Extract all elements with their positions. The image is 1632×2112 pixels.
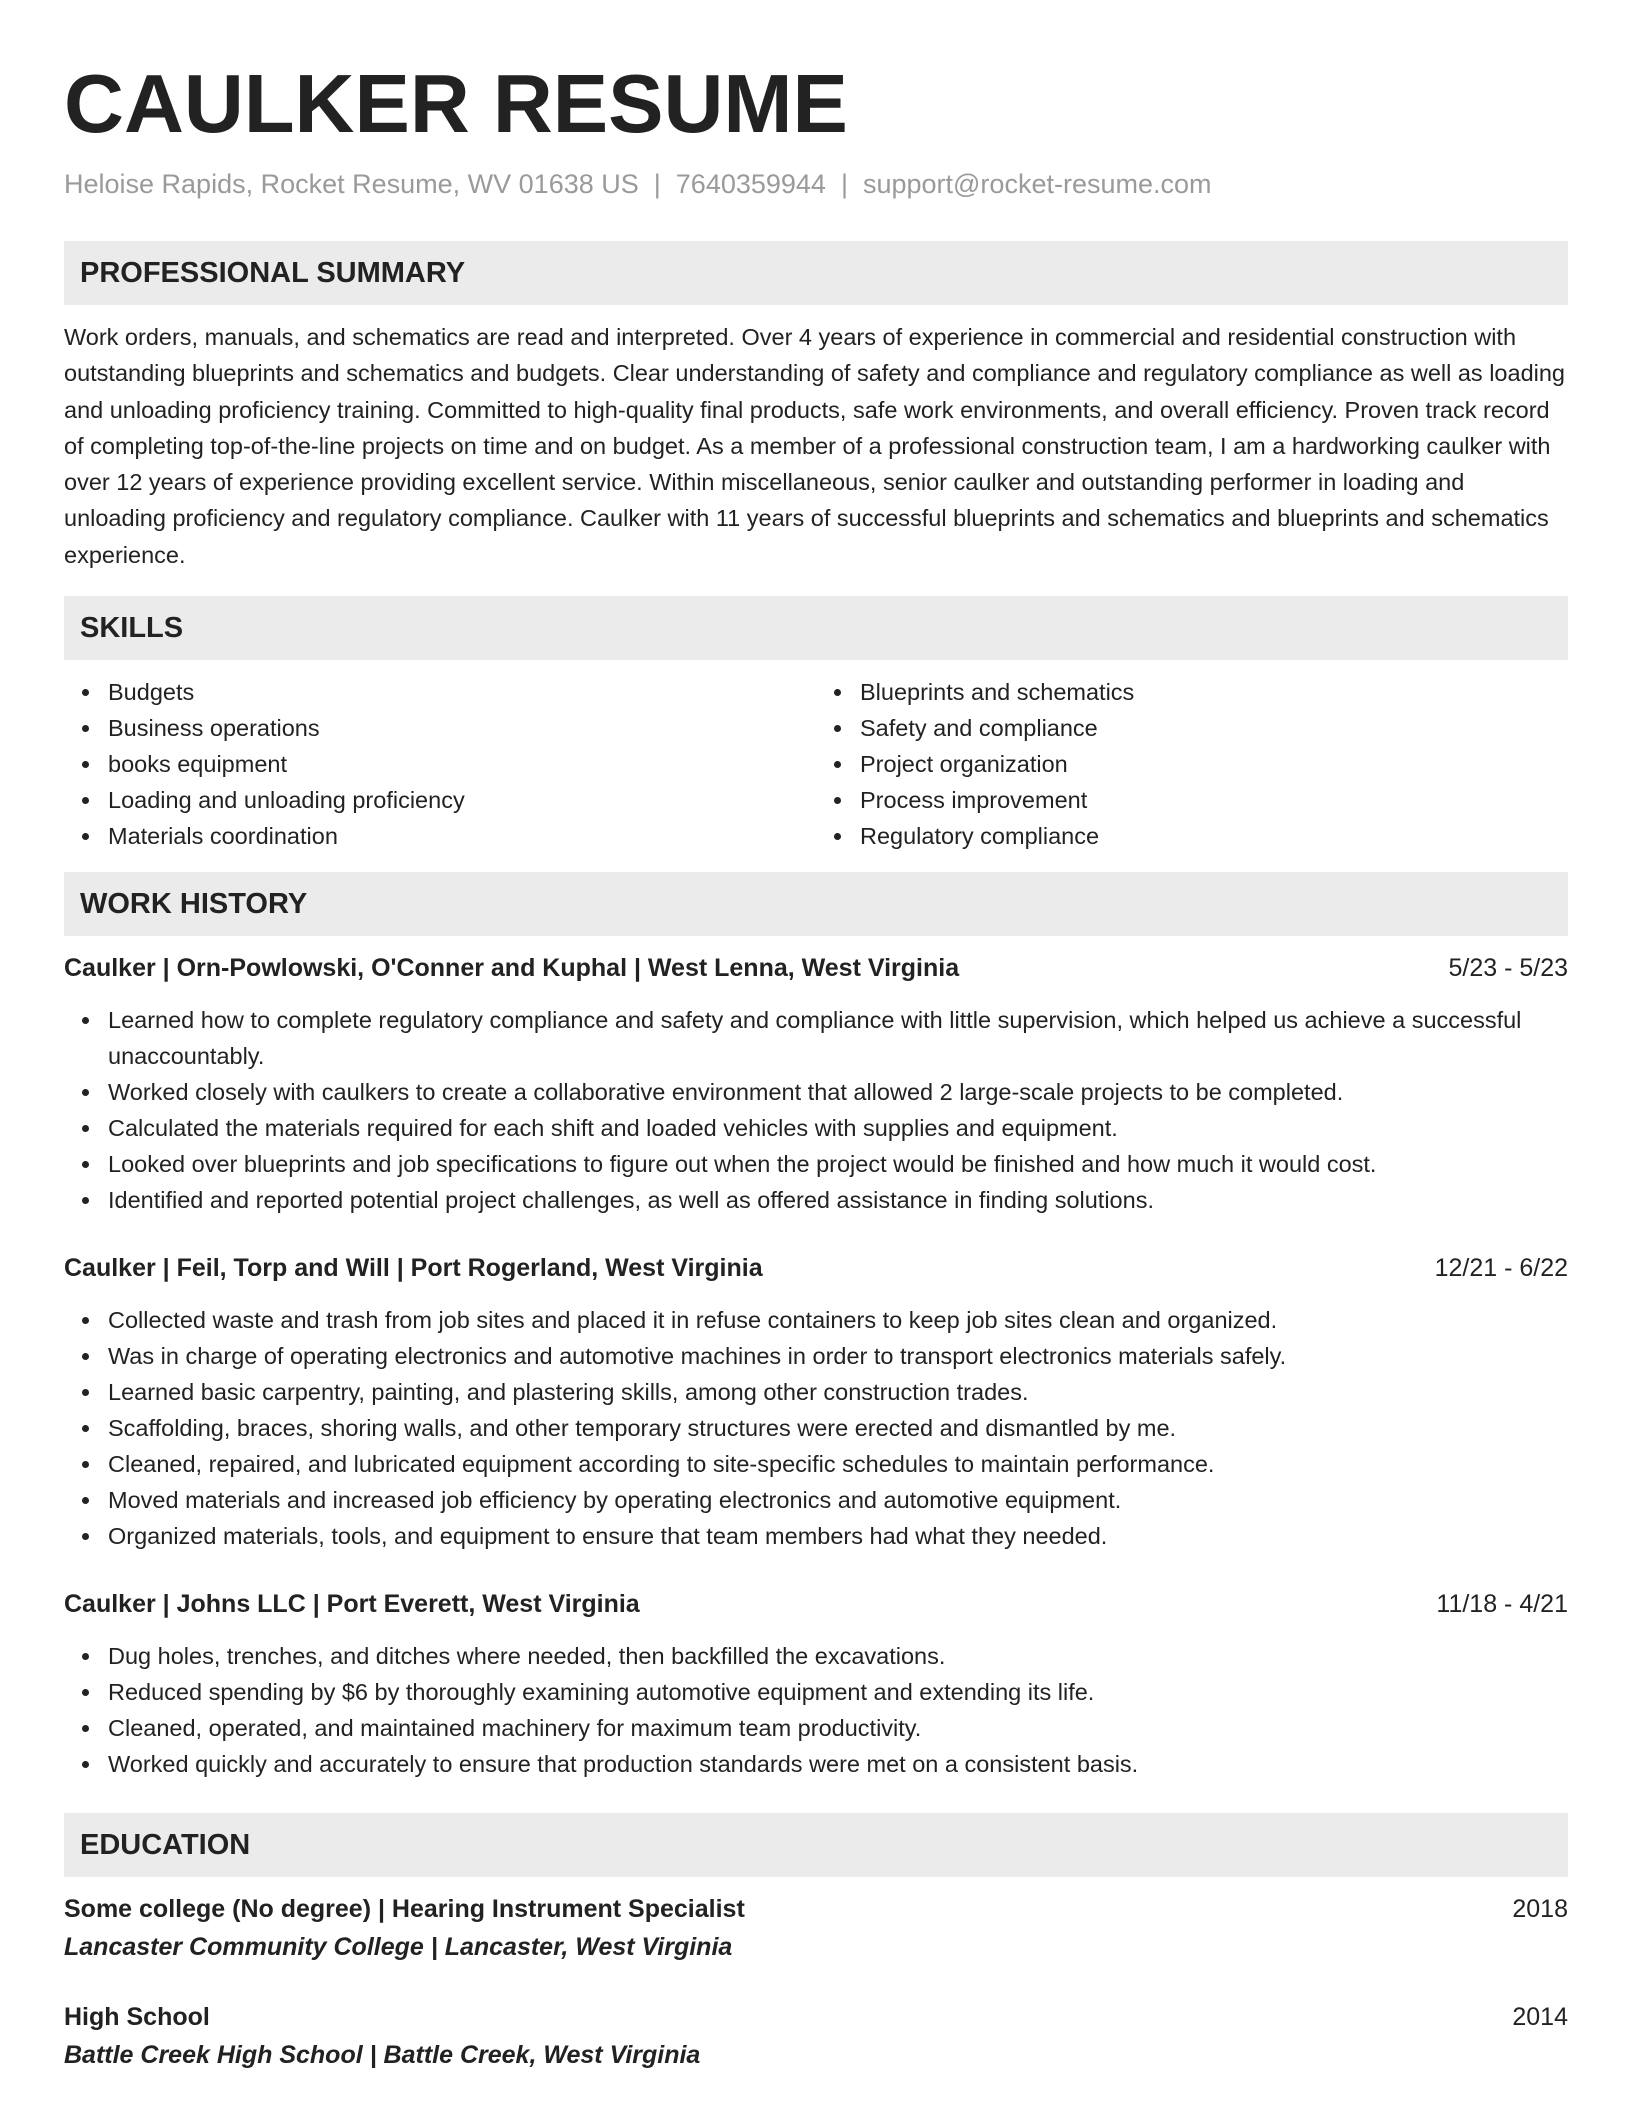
skill-item: Regulatory compliance bbox=[860, 818, 1568, 854]
skill-item: Loading and unloading proficiency bbox=[108, 782, 816, 818]
contact-phone: 7640359944 bbox=[675, 169, 826, 199]
contact-email[interactable]: support@rocket-resume.com bbox=[862, 169, 1212, 199]
skills-list bbox=[64, 674, 1568, 854]
job-bullets bbox=[64, 1302, 1568, 1554]
skill-item: Business operations bbox=[108, 710, 816, 746]
section-header-education: EDUCATION bbox=[64, 1813, 1568, 1877]
job-bullet: Calculated the materials required for each shift and loaded vehicles with supplies and equipment. bbox=[108, 1110, 1568, 1146]
contact-line bbox=[64, 166, 1568, 202]
education-degree: Some college (No degree) | Hearing Instrument Specialist bbox=[64, 1895, 745, 1924]
contact-separator: | bbox=[840, 169, 848, 199]
job-bullet: Scaffolding, braces, shoring walls, and other temporary structures were erected and dismantled by me. bbox=[108, 1410, 1568, 1446]
job-bullet: Worked closely with caulkers to create a collaborative environment that allowed 2 large-scale projects to be completed. bbox=[108, 1074, 1568, 1110]
skill-item: Materials coordination bbox=[108, 818, 816, 854]
job-title: Caulker | Orn-Powlowski, O'Conner and Kuphal | West Lenna, West Virginia bbox=[64, 954, 960, 983]
contact-address: Heloise Rapids, Rocket Resume, WV 01638 US bbox=[64, 169, 639, 199]
job-bullets bbox=[64, 1002, 1568, 1218]
job-dates: 11/18 - 4/21 bbox=[1436, 1590, 1568, 1619]
education-school: Lancaster Community College | Lancaster, West Virginia bbox=[64, 1933, 733, 1962]
job-bullets bbox=[64, 1638, 1568, 1782]
job-title: Caulker | Feil, Torp and Will | Port Rogerland, West Virginia bbox=[64, 1254, 763, 1283]
job-title: Caulker | Johns LLC | Port Everett, West Virginia bbox=[64, 1590, 640, 1619]
section-header-skills: SKILLS bbox=[64, 596, 1568, 660]
resume-title: CAULKER RESUME bbox=[64, 57, 848, 150]
job-bullet: Worked quickly and accurately to ensure that production standards were met on a consistent basis. bbox=[108, 1746, 1568, 1782]
job-bullet: Organized materials, tools, and equipment to ensure that team members had what they needed. bbox=[108, 1518, 1568, 1554]
job-bullet: Dug holes, trenches, and ditches where needed, then backfilled the excavations. bbox=[108, 1638, 1568, 1674]
education-year: 2018 bbox=[1512, 1895, 1568, 1924]
job-header bbox=[64, 1586, 1568, 1622]
education-header bbox=[64, 1891, 1568, 1927]
summary-text: Work orders, manuals, and schematics are read and interpreted. Over 4 years of experience in commercial and residential construction with outstanding blueprints and schematics and budgets. Clear understanding of safety and compliance and regulatory compliance as well as loading and unloading proficiency training. Committed to high-quality final products, safe work environments, and overall efficiency. Proven track record of completing top-of-the-line projects on time and on budget. As a member of a professional construction team, I am a hardworking caulker with over 12 years of experience providing excellent service. Within miscellaneous, senior caulker and outstanding performer in loading and unloading proficiency and regulatory compliance. Caulker with 11 years of successful blueprints and schematics and blueprints and schematics experience. bbox=[64, 324, 1566, 568]
skill-item: books equipment bbox=[108, 746, 816, 782]
skills-column-left bbox=[64, 674, 816, 854]
job-dates: 12/21 - 6/22 bbox=[1434, 1254, 1568, 1283]
contact-separator: | bbox=[653, 169, 661, 199]
education-school: Battle Creek High School | Battle Creek, West Virginia bbox=[64, 2041, 701, 2070]
education-header bbox=[64, 1999, 1568, 2035]
skills-column-right bbox=[816, 674, 1568, 854]
job-entry bbox=[64, 1250, 1568, 1554]
job-bullet: Collected waste and trash from job sites and placed it in refuse containers to keep job sites clean and organized. bbox=[108, 1302, 1568, 1338]
job-entry bbox=[64, 1586, 1568, 1782]
job-header bbox=[64, 1250, 1568, 1286]
job-bullet: Learned how to complete regulatory compliance and safety and compliance with little supervision, which helped us achieve a successful unaccountably. bbox=[108, 1002, 1568, 1074]
section-header-summary: PROFESSIONAL SUMMARY bbox=[64, 241, 1568, 305]
skill-item: Safety and compliance bbox=[860, 710, 1568, 746]
job-bullet: Cleaned, repaired, and lubricated equipment according to site-specific schedules to maintain performance. bbox=[108, 1446, 1568, 1482]
job-bullet: Reduced spending by $6 by thoroughly examining automotive equipment and extending its life. bbox=[108, 1674, 1568, 1710]
job-dates: 5/23 - 5/23 bbox=[1448, 954, 1568, 983]
skill-item: Budgets bbox=[108, 674, 816, 710]
job-bullet: Looked over blueprints and job specifications to figure out when the project would be finished and how much it would cost. bbox=[108, 1146, 1568, 1182]
job-bullet: Learned basic carpentry, painting, and plastering skills, among other construction trades. bbox=[108, 1374, 1568, 1410]
skill-item: Process improvement bbox=[860, 782, 1568, 818]
education-entry bbox=[64, 1891, 1568, 1965]
job-entry bbox=[64, 950, 1568, 1218]
job-bullet: Was in charge of operating electronics and automotive machines in order to transport electronics materials safely. bbox=[108, 1338, 1568, 1374]
job-bullet: Moved materials and increased job efficiency by operating electronics and automotive equipment. bbox=[108, 1482, 1568, 1518]
education-year: 2014 bbox=[1512, 2003, 1568, 2032]
job-header bbox=[64, 950, 1568, 986]
job-bullet: Cleaned, operated, and maintained machinery for maximum team productivity. bbox=[108, 1710, 1568, 1746]
skill-item: Blueprints and schematics bbox=[860, 674, 1568, 710]
education-entry bbox=[64, 1999, 1568, 2073]
job-bullet: Identified and reported potential project challenges, as well as offered assistance in finding solutions. bbox=[108, 1182, 1568, 1218]
section-header-work-history: WORK HISTORY bbox=[64, 872, 1568, 936]
skill-item: Project organization bbox=[860, 746, 1568, 782]
education-degree: High School bbox=[64, 2003, 210, 2032]
